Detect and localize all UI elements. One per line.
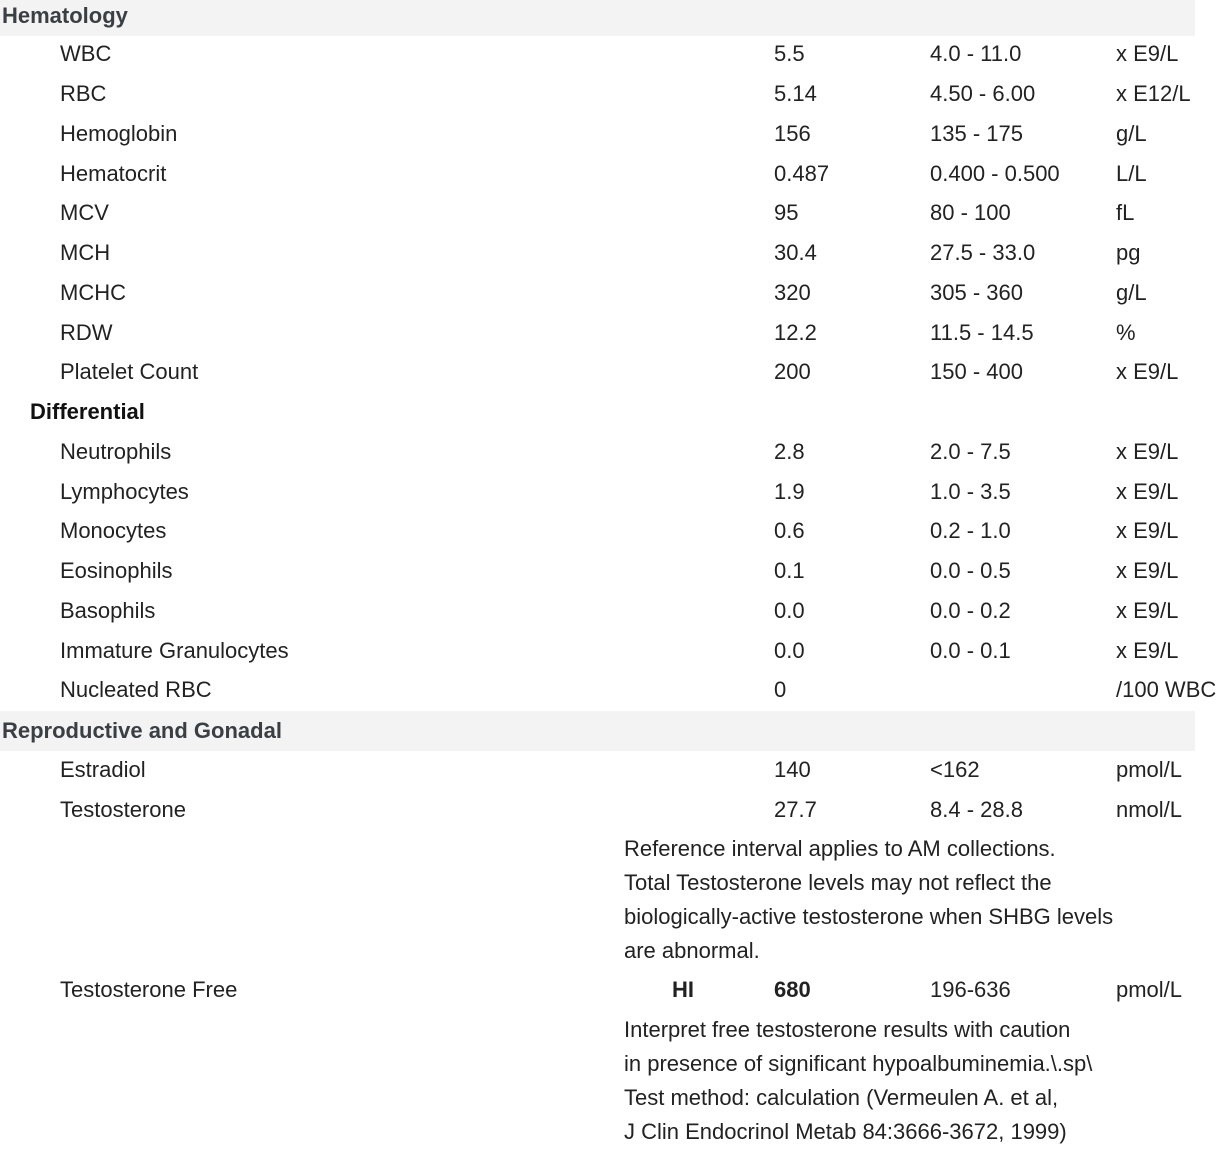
test-name: RBC: [60, 81, 107, 106]
test-value: 5.5: [774, 41, 805, 66]
reference-range: 0.0 - 0.2: [930, 598, 1011, 623]
reference-range: 0.400 - 0.500: [930, 161, 1060, 186]
test-name: Monocytes: [60, 518, 167, 543]
test-name: Testosterone: [60, 797, 186, 822]
lab-result-row: [0, 313, 1195, 353]
lab-result-row: [0, 432, 1195, 472]
lab-result-row: [0, 154, 1195, 194]
test-name: MCV: [60, 200, 109, 225]
test-value: 140: [774, 757, 811, 782]
test-value: 0.0: [774, 638, 805, 663]
test-unit: L/L: [1116, 161, 1147, 186]
note-line: biologically-active testosterone when SHBG levels: [624, 904, 1114, 929]
note-line: in presence of significant hypoalbuminemia.\.sp\: [624, 1051, 1093, 1076]
test-unit: x E9/L: [1116, 439, 1179, 464]
note-line: are abnormal.: [624, 938, 760, 963]
section-title: Hematology: [2, 3, 128, 28]
lab-result-row: [0, 472, 1195, 512]
test-value: 156: [774, 121, 811, 146]
reference-range: <162: [930, 757, 980, 782]
note-line: J Clin Endocrinol Metab 84:3666-3672, 1999): [624, 1119, 1067, 1144]
test-unit: x E9/L: [1116, 558, 1179, 583]
note-line: Interpret free testosterone results with caution: [624, 1017, 1071, 1042]
lab-result-row: [0, 790, 1195, 830]
test-name: Basophils: [60, 598, 156, 623]
test-value: 0.0: [774, 598, 805, 623]
result-note: [624, 1013, 1164, 1149]
section-header-hematology: [0, 0, 1195, 36]
test-name: Lymphocytes: [60, 479, 189, 504]
result-note: [624, 832, 1164, 968]
reference-range: 0.2 - 1.0: [930, 518, 1011, 543]
test-value: 2.8: [774, 439, 805, 464]
reference-range: 4.50 - 6.00: [930, 81, 1036, 106]
test-unit: pmol/L: [1116, 977, 1183, 1002]
reference-range: 305 - 360: [930, 280, 1023, 305]
test-unit: x E9/L: [1116, 359, 1179, 384]
test-unit: x E9/L: [1116, 638, 1179, 663]
reference-range: 2.0 - 7.5: [930, 439, 1011, 464]
lab-result-row: [0, 114, 1195, 154]
lab-result-row: [0, 273, 1195, 313]
test-value: 95: [774, 200, 799, 225]
test-name: Testosterone Free: [60, 977, 238, 1002]
lab-result-row: [0, 551, 1195, 591]
test-value: 0.487: [774, 161, 830, 186]
test-unit: /100 WBC: [1116, 677, 1216, 702]
lab-result-row: [0, 352, 1195, 392]
lab-result-row: [0, 631, 1195, 671]
reference-range: 11.5 - 14.5: [930, 320, 1034, 345]
test-value: 320: [774, 280, 811, 305]
lab-result-row: [0, 750, 1195, 790]
lab-result-row: [0, 511, 1195, 551]
reference-range: 196-636: [930, 977, 1011, 1002]
test-name: Estradiol: [60, 757, 146, 782]
reference-range: 0.0 - 0.5: [930, 558, 1011, 583]
test-value: 680: [774, 977, 811, 1002]
test-unit: g/L: [1116, 121, 1147, 146]
lab-result-row: [0, 970, 1195, 1010]
lab-result-row: [0, 193, 1195, 233]
test-name: Hematocrit: [60, 161, 167, 186]
test-value: 30.4: [774, 240, 817, 265]
test-value: 200: [774, 359, 811, 384]
abnormal-flag: HI: [672, 977, 694, 1002]
test-unit: x E9/L: [1116, 598, 1179, 623]
reference-range: 1.0 - 3.5: [930, 479, 1011, 504]
test-name: Neutrophils: [60, 439, 172, 464]
test-value: 12.2: [774, 320, 817, 345]
lab-result-row: [0, 591, 1195, 631]
lab-result-row: [0, 233, 1195, 273]
subsection-header-differential: [0, 392, 1195, 432]
reference-range: 150 - 400: [930, 359, 1023, 384]
test-value: 0.1: [774, 558, 805, 583]
section-header-reproductive: [0, 711, 1195, 751]
test-name: MCH: [60, 240, 111, 265]
test-value: 0: [774, 677, 787, 702]
test-unit: pg: [1116, 240, 1141, 265]
test-unit: x E12/L: [1116, 81, 1191, 106]
reference-range: 0.0 - 0.1: [930, 638, 1011, 663]
test-value: 27.7: [774, 797, 817, 822]
reference-range: 27.5 - 33.0: [930, 240, 1036, 265]
lab-result-row: [0, 74, 1195, 114]
test-unit: g/L: [1116, 280, 1147, 305]
lab-result-row: [0, 670, 1216, 710]
test-name: RDW: [60, 320, 113, 345]
test-value: 5.14: [774, 81, 817, 106]
lab-result-row: [0, 34, 1195, 74]
subsection-title: Differential: [30, 399, 145, 424]
reference-range: 135 - 175: [930, 121, 1023, 146]
section-title: Reproductive and Gonadal: [2, 718, 282, 743]
reference-range: 80 - 100: [930, 200, 1011, 225]
test-unit: pmol/L: [1116, 757, 1183, 782]
note-line: Reference interval applies to AM collections.: [624, 836, 1056, 861]
note-line: Test method: calculation (Vermeulen A. et al,: [624, 1085, 1059, 1110]
test-name: Eosinophils: [60, 558, 173, 583]
test-name: Nucleated RBC: [60, 677, 212, 702]
test-unit: x E9/L: [1116, 479, 1179, 504]
test-name: Immature Granulocytes: [60, 638, 289, 663]
test-name: Hemoglobin: [60, 121, 178, 146]
test-unit: nmol/L: [1116, 797, 1183, 822]
test-name: WBC: [60, 41, 112, 66]
test-name: Platelet Count: [60, 359, 199, 384]
reference-range: 8.4 - 28.8: [930, 797, 1023, 822]
test-unit: fL: [1116, 200, 1135, 225]
test-name: MCHC: [60, 280, 126, 305]
test-value: 1.9: [774, 479, 805, 504]
test-unit: x E9/L: [1116, 518, 1179, 543]
note-line: Total Testosterone levels may not reflect the: [624, 870, 1052, 895]
test-unit: %: [1116, 320, 1136, 345]
test-value: 0.6: [774, 518, 805, 543]
test-unit: x E9/L: [1116, 41, 1179, 66]
reference-range: 4.0 - 11.0: [930, 41, 1022, 66]
